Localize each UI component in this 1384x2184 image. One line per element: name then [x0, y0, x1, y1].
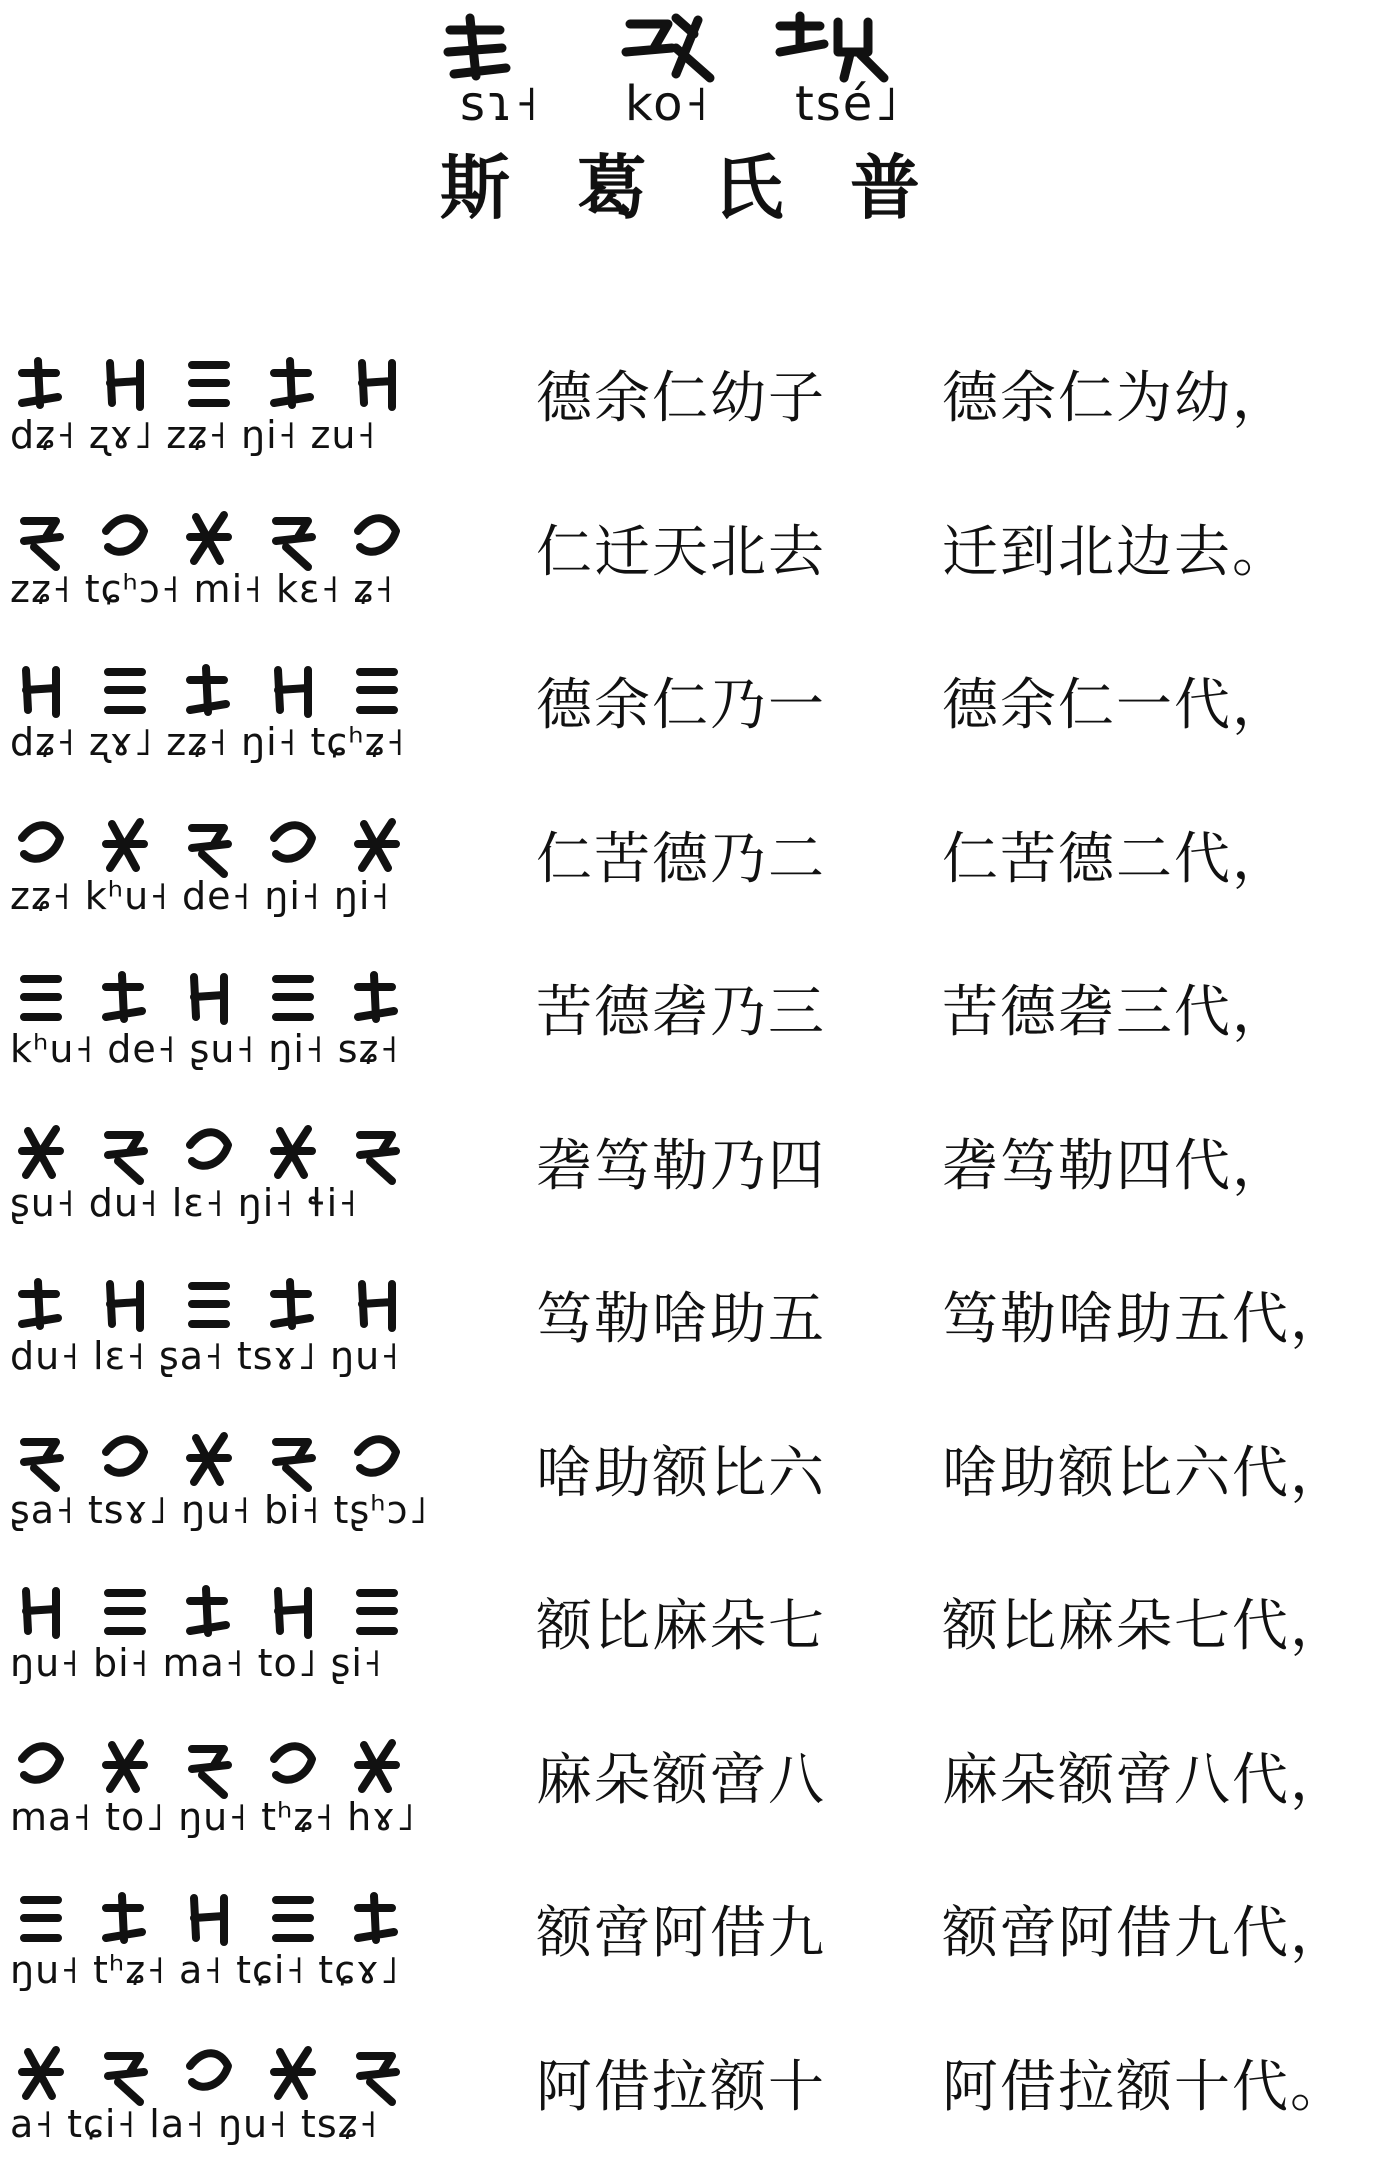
- table-row: [0, 338, 1384, 492]
- romanization-line: zʑ˧ tɕʰɔ˧ mi˧ kɛ˧ ʑ˧: [10, 566, 395, 611]
- literal-translation: 额比麻朵七: [536, 1594, 826, 1659]
- table-row: [0, 1106, 1384, 1260]
- romanization-line: a˧ tɕi˧ la˧ ŋu˧ tsʑ˧: [10, 2101, 379, 2146]
- literal-translation: 麻朵额啻八: [536, 1747, 826, 1813]
- title-romanization-syllable: tsé˩: [794, 76, 900, 132]
- free-translation: 啥助额比六代，: [942, 1440, 1348, 1506]
- table-row: [0, 1720, 1384, 1874]
- literal-translation: 啥助额比六: [536, 1440, 826, 1506]
- literal-translation: 德余仁乃一: [536, 673, 826, 738]
- table-row: [0, 492, 1384, 646]
- free-translation: 德余仁为幼，: [942, 366, 1290, 431]
- header: [0, 0, 1384, 250]
- literal-translation: 德余仁幼子: [536, 366, 826, 431]
- romanization-line: ŋu˧ bi˧ ma˧ to˩ ʂi˧: [10, 1641, 383, 1685]
- title-romanization-syllable: ko˧: [624, 76, 711, 132]
- page-title-char: 普: [849, 146, 920, 229]
- table-row: [0, 1413, 1384, 1567]
- romanization-line: ma˧ to˩ ŋu˧ tʰʑ˧ hɤ˩: [10, 1794, 416, 1839]
- table-row: [0, 1873, 1384, 2027]
- page-title: [440, 148, 920, 228]
- free-translation: 阿借拉额十代。: [942, 2054, 1348, 2120]
- literal-translation: 阿借拉额十: [536, 2054, 826, 2120]
- literal-translation: 笃勒啥助五: [536, 1287, 826, 1352]
- romanization-line: zʑ˧ kʰu˧ de˧ ŋi˧ ŋi˧: [10, 873, 391, 918]
- free-translation: 仁苦德二代，: [942, 826, 1290, 892]
- romanization-line: ŋu˧ tʰʑ˧ a˧ tɕi˧ tɕɤ˩: [10, 1948, 400, 1992]
- free-translation: 笃勒啥助五代，: [942, 1287, 1348, 1352]
- table-row: [0, 645, 1384, 799]
- free-translation: 额比麻朵七代，: [942, 1594, 1348, 1659]
- free-translation: 额啻阿借九代，: [942, 1901, 1348, 1966]
- title-romanization-syllable: sɿ˧: [460, 76, 541, 132]
- literal-translation: 仁苦德乃二: [536, 826, 826, 892]
- table-row: [0, 1259, 1384, 1413]
- literal-translation: 仁迁天北去: [536, 519, 826, 585]
- free-translation: 砻笃勒四代，: [942, 1133, 1290, 1199]
- free-translation: 德余仁一代，: [942, 673, 1290, 738]
- literal-translation: 苦德砻乃三: [536, 980, 826, 1045]
- free-translation: 麻朵额啻八代，: [942, 1747, 1348, 1813]
- romanization-line: kʰu˧ de˧ ʂu˧ ŋi˧ sʑ˧: [10, 1027, 400, 1071]
- title-romanization: [440, 74, 920, 134]
- romanization-line: dʑ˧ ʐɤ˩ zʑ˧ ŋi˧ tɕʰʑ˧: [10, 720, 406, 764]
- romanization-line: dʑ˧ ʐɤ˩ zʑ˧ ŋi˧ zu˧: [10, 413, 377, 457]
- page-title-char: 葛: [576, 146, 647, 229]
- literal-translation: 额啻阿借九: [536, 1901, 826, 1966]
- romanization-line: du˧ lɛ˧ ʂa˧ tsɤ˩ ŋu˧: [10, 1334, 400, 1378]
- table-row: [0, 952, 1384, 1106]
- page-title-char: 氏: [713, 146, 784, 229]
- table-row: [0, 2027, 1384, 2181]
- table-row: [0, 799, 1384, 953]
- table-row: [0, 1566, 1384, 1720]
- literal-translation: 砻笃勒乃四: [536, 1133, 826, 1199]
- free-translation: 迁到北边去。: [942, 519, 1290, 585]
- free-translation: 苦德砻三代，: [942, 980, 1290, 1045]
- romanization-line: ʂu˧ du˧ lɛ˧ ŋi˧ ɬi˧: [10, 1180, 358, 1225]
- page-title-char: 斯: [440, 146, 510, 229]
- romanization-line: ʂa˧ tsɤ˩ ŋu˧ bi˧ tʂʰɔ˩: [10, 1487, 429, 1532]
- genealogy-table: [0, 338, 1384, 2180]
